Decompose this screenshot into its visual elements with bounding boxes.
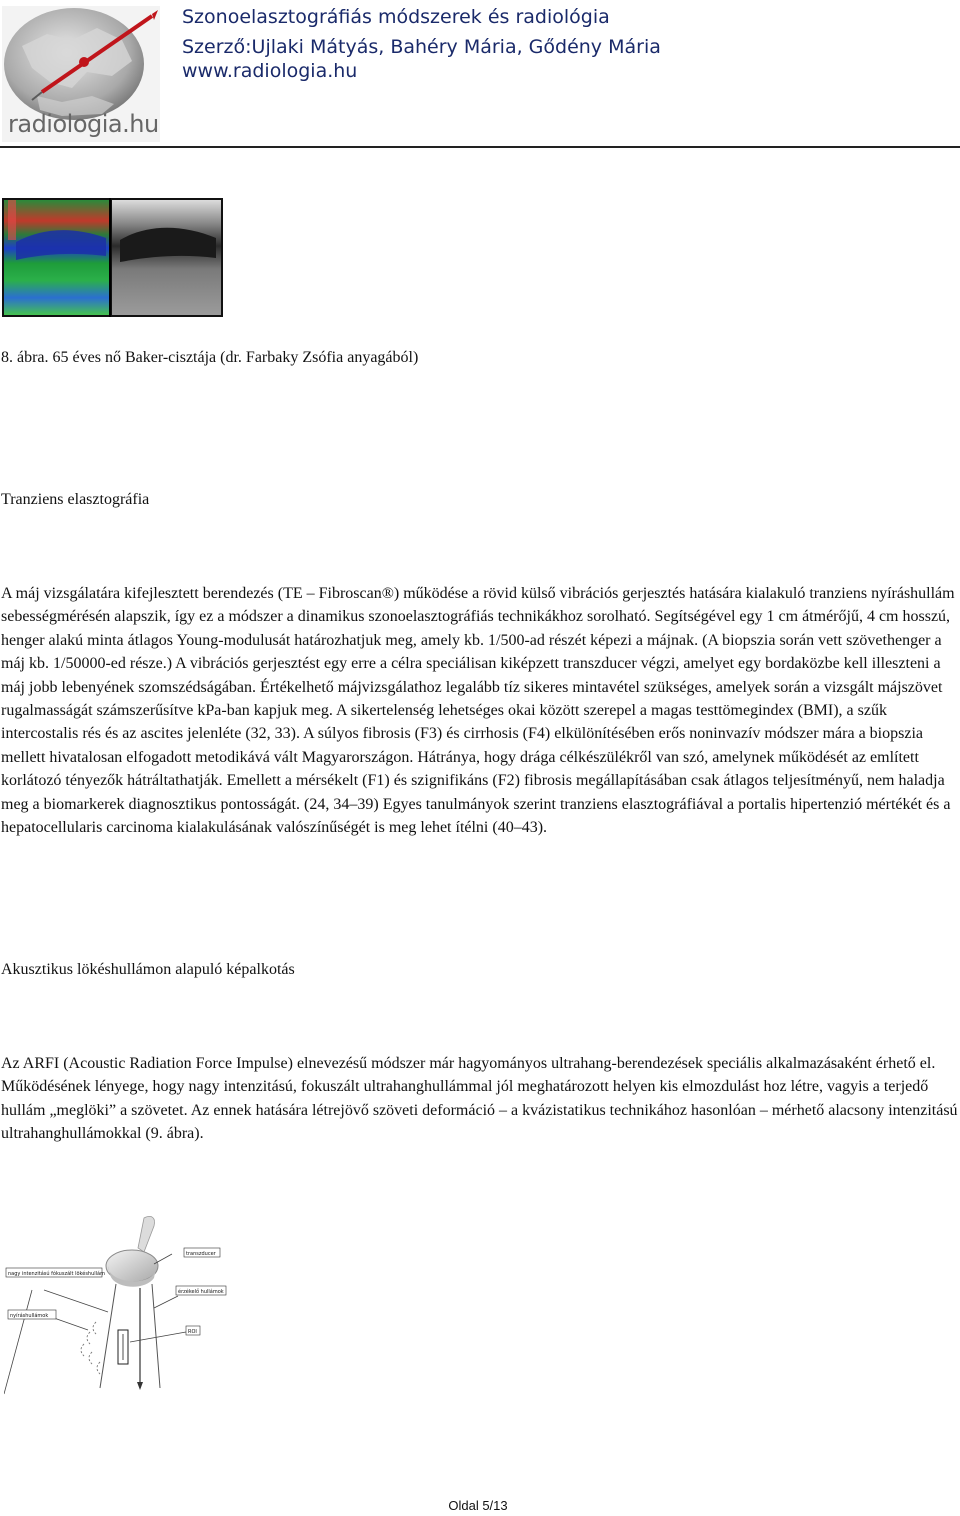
page-number: Oldal 5/13 [448, 1498, 508, 1513]
section-paragraph-tranziens [1, 582, 959, 839]
label-transducer: transzducer [186, 1251, 216, 1257]
radiologia-logo [2, 6, 160, 142]
section-paragraph-arfi [1, 1052, 959, 1146]
label-detection-waves: érzékelő hullámok [178, 1289, 224, 1295]
section-heading-akusztikus: Akusztikus lökéshullámon alapuló képalkotás [1, 961, 295, 978]
label-roi: ROI [188, 1329, 197, 1335]
paragraph-text: Az ARFI (Acoustic Radiation Force Impulse) elnevezésű módszer már hagyományos ultrahang-berendezések speciális alkalmazásaként érhető el. Működésének lényege, hogy nagy intenzitású, fokuszált ultrahanghullámmal jól meghatározott helyen kis elmozdulást hoz létre, vagyis a terjedő hullám „meglöki” a szövetet. Az ennek hatására létrejövő szöveti deformáció – a kvázistatikus technikához hasonlóan – mérhető alacsony intenzitású ultrahanghullámokkal (9. ábra). [1, 1055, 958, 1143]
site-authors: Szerző:Ujlaki Mátyás, Bahéry Mária, Gődény Mária [182, 36, 661, 58]
section-heading-tranziens: Tranziens elasztográfia [1, 491, 150, 508]
figure-9-arfi-diagram [4, 1212, 240, 1402]
header-divider [0, 146, 960, 148]
label-shear-waves: nyíráshullámok [10, 1313, 49, 1319]
label-focused-beam: nagy intenzitású fókuszált lökéshullám [8, 1271, 105, 1277]
page-footer [0, 1498, 960, 1513]
figure-8-caption: 8. ábra. 65 éves nő Baker-cisztája (dr. Farbaky Zsófia anyagából) [1, 349, 419, 366]
site-title: Szonoelasztográfiás módszerek és radiológia [182, 6, 610, 28]
paragraph-text: A máj vizsgálatára kifejlesztett berendezés (TE – Fibroscan®) működése a rövid külső vibrációs gerjesztés hatására kialakuló tranziens nyíráshullám sebességmérésén alapszik, így ez a módszer a dinamikus szonoelasztográfiás technikákhoz sorolható. Segítségével egy 1 cm átmérőjű, 4 cm hosszú, henger alakú minta átlagos Young-modulusát határozhatjuk meg, amely kb. 1/500-ad részét képezi a májnak. (A biopszia során vett szövethenger a máj kb. 1/50000-ed része.) A vibrációs gerjesztést egy erre a célra speciálisan kiképzett transzducer végzi, amelyet egy bordaközbe kell illeszteni a máj jobb lebenyének szomszédságában. Értékelhető májvizsgálathoz legalább tíz sikeres mintavétel szükséges, amelyek során a vizsgált májszövet rugalmasságát számszerűsítve kPa-ban kapjuk meg. A sikertelenség lehetséges okai között szerepel a magas testtömegindex (BMI), a szűk intercostalis rés és az ascites jelenléte (32, 33). A súlyos fibrosis (F3) és cirrhosis (F4) elkülönítésében erős noninvazív módszer mára a biopszia mellett hivatalosan elfogadott metodikává vált Magyarországon. Hátránya, hogy drága célkészülékről van szó, amelynek működését az említett korlátozó tényezők hátráltathatják. Emellett a mérsékelt (F1) és szignifikáns (F2) fibrosis megállapításában csak átlagos teljesítményű, nem haladja meg a biomarkerek diagnosztikus pontosságát. (24, 34–39) Egyes tanulmányok szerint tranziens elasztográfiával a portalis hipertenzió mértékét és a hepatocellularis carcinoma kialakulásának valószínűségét is meg lehet ítélni (40–43). [1, 585, 955, 837]
site-url[interactable]: www.radiologia.hu [182, 60, 358, 82]
logo-text: radiologia.hu [8, 110, 159, 138]
page-header [0, 0, 960, 148]
figure-8-elastogram-image [2, 198, 223, 317]
